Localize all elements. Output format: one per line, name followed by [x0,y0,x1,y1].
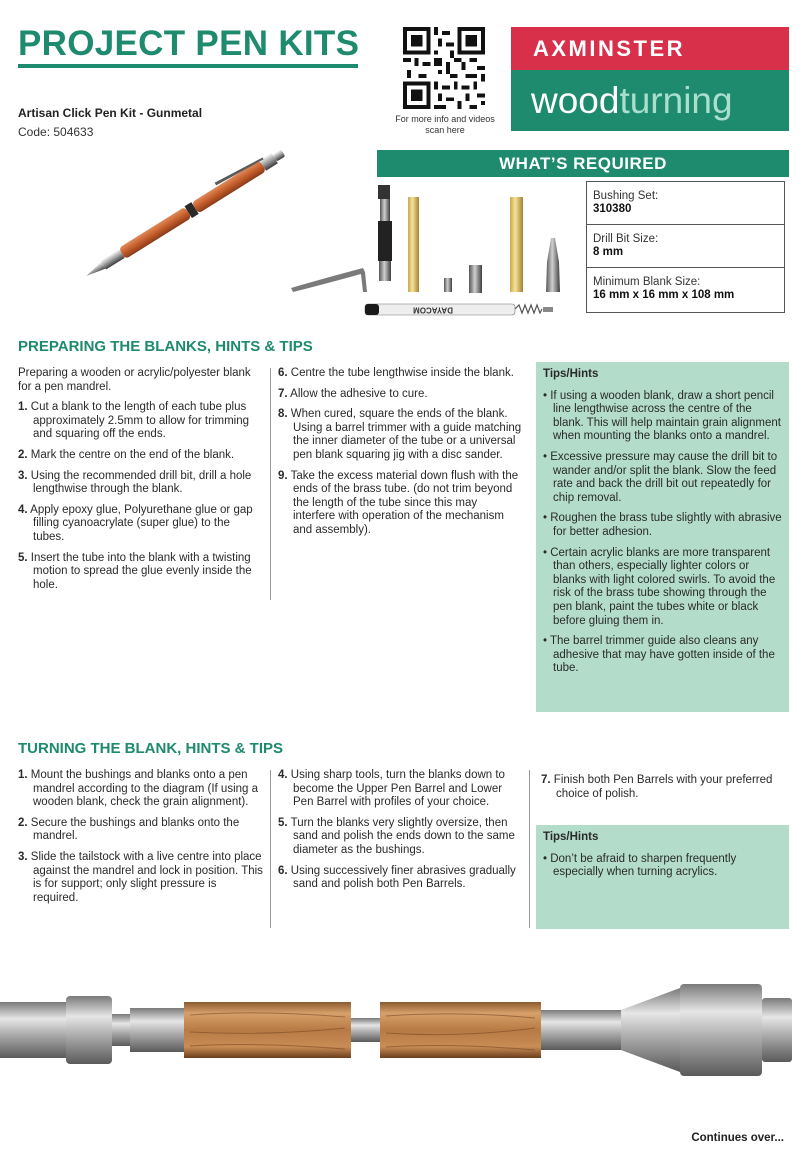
step-text: Secure the bushings and blanks onto the mandrel. [30,816,240,843]
step-text: When cured, square the ends of the blank. Using a barrel trimmer with a guide matching the inner diameter of the tube or a universal pen blank squaring jig with a disc sander. [290,408,522,461]
tip-text: Excessive pressure may cause the drill bit to wander and/or split the blank. Slow the feed rate and back the drill bit out repeatedly for chip removal. [550,450,778,504]
step-item [18,470,263,497]
tip-text: The barrel trimmer guide also cleans any adhesive that may have gotten inside of the tube. [550,635,775,675]
step-item [541,774,786,801]
spec-value: 16 mm x 16 mm x 108 mm [593,289,735,301]
tip-text: Certain acrylic blanks are more transparent than others, especially lighter colors or blanks with light colored swirls. To avoid the risk of the brass tube showing through the pen blank, paint the tubes white or black before gluing them in. [550,546,776,627]
step-item [278,769,522,810]
step-item [18,851,263,905]
product-name: Artisan Click Pen Kit - Gunmetal [18,106,203,120]
spec-value: 310380 [593,203,632,215]
step-number: 6. [278,367,288,379]
spec-row-bushing [587,182,784,225]
spec-label: Drill Bit Size: [593,233,659,245]
step-text: Centre the tube lengthwise inside the blank. [290,367,514,379]
step-text: Take the excess material down flush with the ends of the brass tube. (do not trim beyond the length of the tube since this may interfere with operation of the mechanism and assembly). [290,469,519,536]
step-number: 1. [18,769,28,781]
preparing-tips-box [536,362,789,712]
tip-item: • Roughen the brass tube slightly with abrasive for better adhesion. [543,512,782,538]
step-item [278,367,522,381]
step-number: 2. [18,816,28,829]
step-number: 3. [18,850,28,863]
mandrel-illustration [0,970,808,1090]
step-number: 6. [278,864,288,877]
kit-parts-illustration [285,180,575,320]
refill-brand-text: DAYACOM [413,305,453,315]
step-item [278,388,522,402]
qr-caption: For more info and videos scan here [395,114,495,135]
step-item [278,470,522,538]
tip-item: • If using a wooden blank, draw a short pencil line lengthwise across the centre of the blank. This will help maintain grain alignment when mounting the blanks onto a mandrel. [543,389,781,443]
spec-value: 8 mm [593,246,624,258]
logo-word-wood: wood [531,79,620,121]
preparing-heading: PREPARING THE BLANKS, HINTS & TIPS [18,338,313,355]
axminster-woodturning-logo [511,27,789,131]
logo-top-band: AXMINSTER [511,27,789,70]
step-text: Finish both Pen Barrels with your preferred choice of polish. [553,774,773,800]
step-item [18,449,263,463]
continues-over-label: Continues over... [691,1132,784,1144]
step-number: 5. [18,551,28,564]
step-item [278,817,522,858]
spec-label: Bushing Set: [593,190,659,202]
step-number: 7. [541,774,551,786]
tip-item: • Don’t be afraid to sharpen frequently especially when turning acrylics. [543,852,737,879]
step-text: Using successively finer abrasives gradually sand and polish both Pen Barrels. [290,864,516,891]
step-item [18,401,263,442]
tip-text: Roughen the brass tube slightly with abrasive for better adhesion. [550,512,782,538]
spec-label: Minimum Blank Size: [593,276,701,288]
step-number: 9. [278,469,288,482]
column-divider [270,770,271,928]
step-text: Turn the blanks very slightly oversize, then sand and polish the ends down to the same diameter as the bushings. [290,816,515,856]
step-item [18,769,263,810]
step-item [278,865,522,892]
step-number: 4. [278,769,288,781]
step-text: Using sharp tools, turn the blanks down to become the Upper Pen Barrel and Lower Pen Barrel with profiles of your choice. [290,769,505,809]
logo-bottom-band [511,70,789,131]
step-text: Allow the adhesive to cure. [290,387,428,400]
step-number: 2. [18,448,28,461]
step-number: 3. [18,469,28,482]
step-text: Cut a blank to the length of each tube plus approximately 2.5mm to allow for trimming and squaring off the ends. [30,401,250,441]
tip-text: Don’t be afraid to sharpen frequently especially when turning acrylics. [550,852,737,879]
preparing-column-1 [18,367,263,599]
tips-title: Tips/Hints [543,368,599,380]
step-text: Using the recommended drill bit, drill a hole lengthwise through the blank. [30,469,252,496]
turning-column-2 [278,769,522,899]
step-number: 5. [278,816,288,829]
page-title: PROJECT PEN KITS [18,24,360,63]
tip-item: • Excessive pressure may cause the drill bit to wander and/or split the blank. Slow the feed rate and back the drill bit out repeatedly for chip removal. [543,450,778,504]
tip-item: • The barrel trimmer guide also cleans any adhesive that may have gotten inside of the tube. [543,635,775,675]
turning-column-1 [18,769,263,912]
step-number: 1. [18,401,28,414]
step-item [18,504,263,545]
step-number: 8. [278,408,288,421]
turning-heading: TURNING THE BLANK, HINTS & TIPS [18,740,283,757]
spec-row-drill [587,225,784,268]
tip-item: • Certain acrylic blanks are more transparent than others, especially lighter colors or blanks with light colored swirls. To avoid the risk of the brass tube showing through the pen blank, paint the tubes white or black before gluing them in. [543,546,776,627]
spec-row-blank-size [587,268,784,312]
column-divider [529,770,530,928]
step-item [18,552,263,593]
step-text: Mark the centre on the end of the blank. [30,448,235,461]
step-text: Mount the bushings and blanks onto a pen mandrel according to the diagram (If using a wooden blank, check the grain alignment). [30,769,259,809]
requirements-table [586,181,785,313]
preparing-intro: Preparing a wooden or acrylic/polyester blank for a pen mandrel. [18,367,251,393]
product-code: Code: 504633 [18,125,94,139]
tip-text: If using a wooden blank, draw a short pencil line lengthwise across the centre of the blank. This will help maintain grain alignment when mounting the blanks onto a mandrel. [550,389,781,443]
step-item [18,817,263,844]
whats-required-banner: WHAT’S REQUIRED [377,150,789,177]
preparing-column-2 [278,367,522,545]
step-number: 7. [278,387,288,400]
turning-tips-box [536,825,789,929]
logo-word-turning: turning [619,79,733,121]
step-text: Slide the tailstock with a live centre into place against the mandrel and lock in position. This is for support; only slight pressure is required. [30,850,263,904]
title-underline [18,64,358,68]
step-text: Apply epoxy glue, Polyurethane glue or gap filling cyanoacrylate (super glue) to the tubes. [30,503,253,543]
turning-column-3 [541,774,786,808]
step-number: 4. [18,503,28,516]
column-divider [270,368,271,600]
step-text: Insert the tube into the blank with a twisting motion to spread the glue evenly inside the hole. [30,551,252,591]
tips-title: Tips/Hints [543,831,599,843]
step-item [278,408,522,462]
qr-code[interactable] [403,27,485,109]
